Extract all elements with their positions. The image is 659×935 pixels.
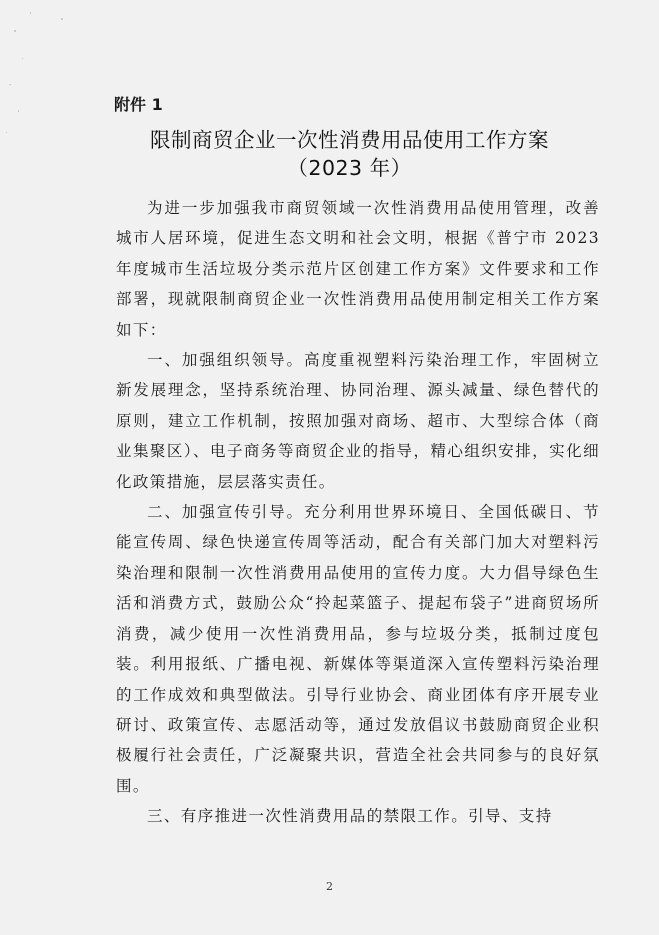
scan-speck xyxy=(30,12,31,14)
attachment-label: 附件 1 xyxy=(114,95,163,114)
paragraph-section-1: 一、加强组织领导。高度重视塑料污染治理工作，牢固树立新发展理念，坚持系统治理、协同治理、源头减量、绿色替代的原则，建立工作机制，按照加强对商场、超市、大型综合体（商业集聚区）、电子商务等商贸企业的指导，精心组织安排，实化细化政策措施，层层落实责任。 xyxy=(116,351,600,491)
document-title: 限制商贸企业一次性消费用品使用工作方案 xyxy=(150,128,549,152)
document-subtitle-year: （2023 年） xyxy=(287,156,412,180)
paragraph-intro: 为进一步加强我市商贸领域一次性消费用品使用管理，改善城市人居环境，促进生态文明和社会文明，根据《普宁市 2023 年度城市生活垃圾分类示范片区创建工作方案》文件要求和工作部署，现就限制商贸企业一次性消费用品使用制定相关工作方案如下： xyxy=(116,199,600,339)
paragraph-section-3: 三、有序推进一次性消费用品的禁限工作。引导、支持 xyxy=(147,807,553,826)
document-body xyxy=(116,193,600,832)
scan-speck xyxy=(18,110,19,112)
page-number: 2 xyxy=(326,880,333,893)
scan-speck xyxy=(9,84,11,85)
scan-speck xyxy=(14,30,16,32)
scan-speck xyxy=(6,132,7,133)
scan-speck xyxy=(61,18,63,20)
paragraph-section-2: 二、加强宣传引导。充分利用世界环境日、全国低碳日、节能宣传周、绿色快递宣传周等活动，配合有关部门加大对塑料污染治理和限制一次性消费用品使用的宣传力度。大力倡导绿色生活和消费方式，鼓励公众“拎起菜篮子、提起布袋子”进商贸场所消费，减少使用一次性消费用品，参与垃圾分类，抵制过度包装。利用报纸、广播电视、新媒体等渠道深入宣传塑料污染治理的工作成效和典型做法。引导行业协会、商业团体有序开展专业研讨、政策宣传、志愿活动等，通过发放倡议书鼓励商贸企业积极履行社会责任，广泛凝聚共识，营造全社会共同参与的良好氛围。 xyxy=(116,503,600,795)
scan-speck xyxy=(22,58,23,59)
